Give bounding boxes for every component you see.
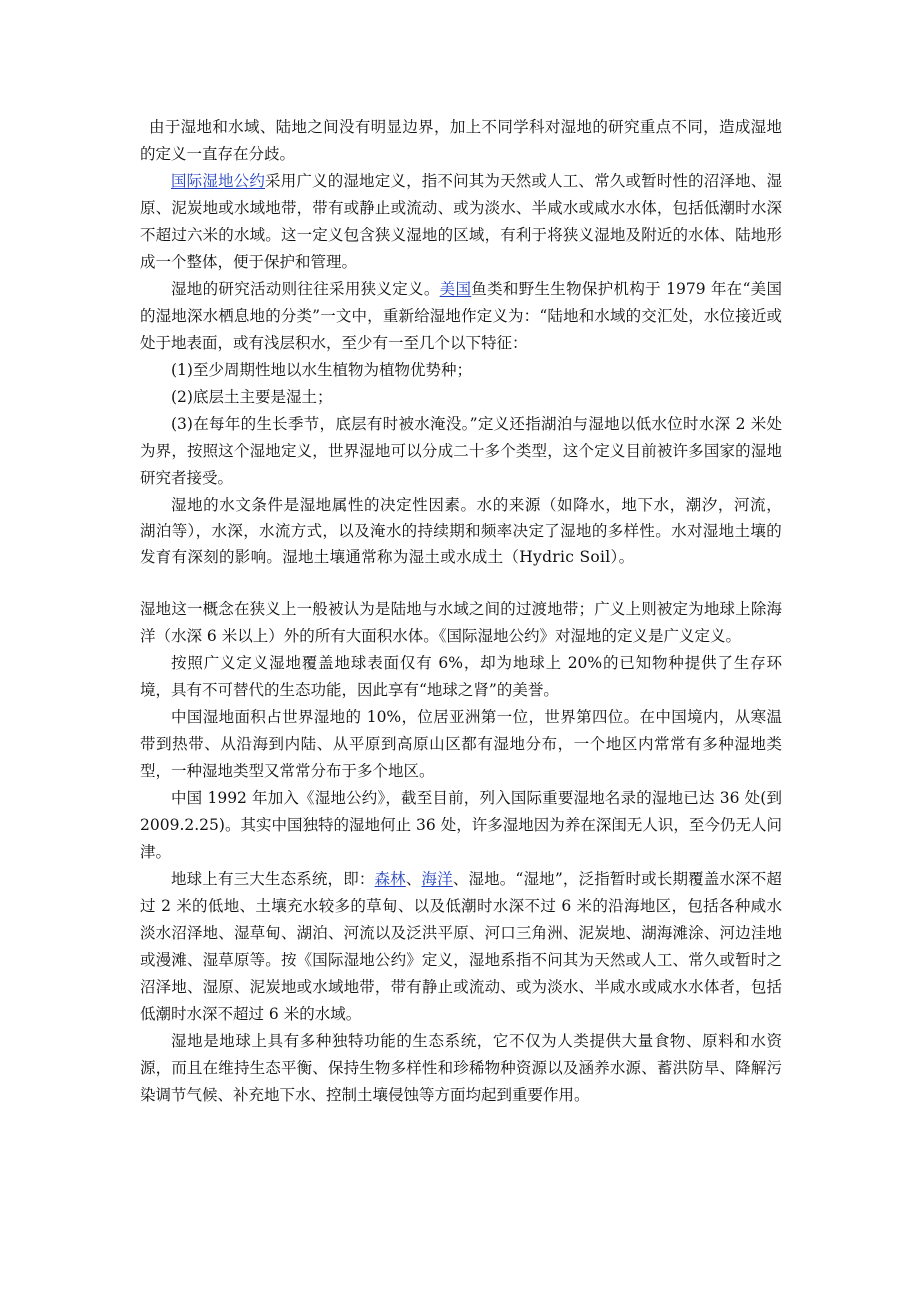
paragraph-ecosystems-text-after: 、湿地。“湿地”，泛指暂时或长期覆盖水深不超过 2 米的低地、土壤充水较多的草甸、以及低潮时水深不过 6 米的沿海地区，包括各种咸水淡水沼泽地、湿草甸、湖泊、河流以及泛洪平原、河口三角洲、泥炭地、湖海滩涂、河边洼地或漫滩、湿草原等。按《国际湿地公约》定义，湿地系指不问其为天然或人工、常久或暂时之沼泽地、湿原、泥炭地或水域地带，带有静止或流动、或为淡水、半咸水或咸水水体者，包括低潮时水深不超过 6 米的水域。 <box>140 870 782 1023</box>
paragraph-hydrology: 湿地的水文条件是湿地属性的决定性因素。水的来源（如降水，地下水，潮汐，河流，湖泊等），水深，水流方式，以及淹水的持续期和频率决定了湿地的多样性。水对湿地土壤的发育有深刻的影响。湿地土壤通常称为湿土或水成土（Hydric Soil）。 <box>140 496 782 566</box>
link-usa[interactable]: 美国 <box>439 280 472 298</box>
link-ocean[interactable]: 海洋 <box>421 870 453 888</box>
link-forest[interactable]: 森林 <box>374 870 406 888</box>
document-body <box>140 114 782 1109</box>
list-item-feature-1: (1)至少周期性地以水生植物为植物优势种； <box>171 361 472 379</box>
blank-line <box>140 570 782 596</box>
list-item-feature-3: (3)在每年的生长季节，底层有时被水淹没。”定义还指湖泊与湿地以低水位时水深 2 米处为界，按照这个湿地定义，世界湿地可以分成二十多个类型，这个定义目前被许多国家的湿地研究者接受。 <box>140 415 782 487</box>
paragraph-definition-disagreement: 由于湿地和水域、陆地之间没有明显边界，加上不同学科对湿地的研究重点不同，造成湿地的定义一直存在分歧。 <box>140 118 782 163</box>
paragraph-narrow-text-after: 鱼类和野生生物保护机构于 1979 年在“美国的湿地深水栖息地的分类”一文中，重新给湿地作定义为：“陆地和水域的交汇处，水位接近或处于地表面，或有浅层积水，至少有一至几个以下特征： <box>140 280 782 352</box>
paragraph-three-ecosystems <box>140 866 782 1028</box>
paragraph-narrow-definition <box>140 276 782 357</box>
paragraph-coverage: 按照广义定义湿地覆盖地球表面仅有 6%，却为地球上 20%的已知物种提供了生存环境，具有不可替代的生态功能，因此享有“地球之肾”的美誉。 <box>140 654 782 699</box>
paragraph-ecosystems-text-before: 地球上有三大生态系统，即： <box>171 870 375 888</box>
paragraph-china-area: 中国湿地面积占世界湿地的 10%，位居亚洲第一位，世界第四位。在中国境内，从寒温带到热带、从沿海到内陆、从平原到高原山区都有湿地分布，一个地区内常常有多种湿地类型，一种湿地类型又常常分布于多个地区。 <box>140 708 782 780</box>
paragraph-concept: 湿地这一概念在狭义上一般被认为是陆地与水域之间的过渡地带；广义上则被定为地球上除海洋（水深 6 米以上）外的所有大面积水体。《国际湿地公约》对湿地的定义是广义定义。 <box>140 600 782 645</box>
list-item-feature-2: (2)底层土主要是湿土； <box>171 388 333 406</box>
link-ramsar-convention[interactable]: 国际湿地公约 <box>171 172 266 190</box>
paragraph-ramsar-text: 采用广义的湿地定义，指不问其为天然或人工、常久或暂时性的沼泽地、湿原、泥炭地或水域地带，带有或静止或流动、或为淡水、半咸水或咸水水体，包括低潮时水深不超过六米的水域。这一定义包含狭义湿地的区域，有利于将狭义湿地及附近的水体、陆地形成一个整体，便于保护和管理。 <box>140 172 782 271</box>
paragraph-ramsar-definition <box>140 168 782 276</box>
paragraph-functions: 湿地是地球上具有多种独特功能的生态系统，它不仅为人类提供大量食物、原料和水资源，而且在维持生态平衡、保持生物多样性和珍稀物种资源以及涵养水源、蓄洪防旱、降解污染调节气候、补充地下水、控制土壤侵蚀等方面均起到重要作用。 <box>140 1032 782 1104</box>
paragraph-ecosystems-separator: 、 <box>405 870 422 888</box>
paragraph-narrow-text-before: 湿地的研究活动则往往采用狭义定义。 <box>171 280 440 298</box>
paragraph-china-convention: 中国 1992 年加入《湿地公约》，截至目前，列入国际重要湿地名录的湿地已达 36 处(到 2009.2.25)。其实中国独特的湿地何止 36 处，许多湿地因为养在深闺无人识，至今仍无人问津。 <box>140 789 782 861</box>
